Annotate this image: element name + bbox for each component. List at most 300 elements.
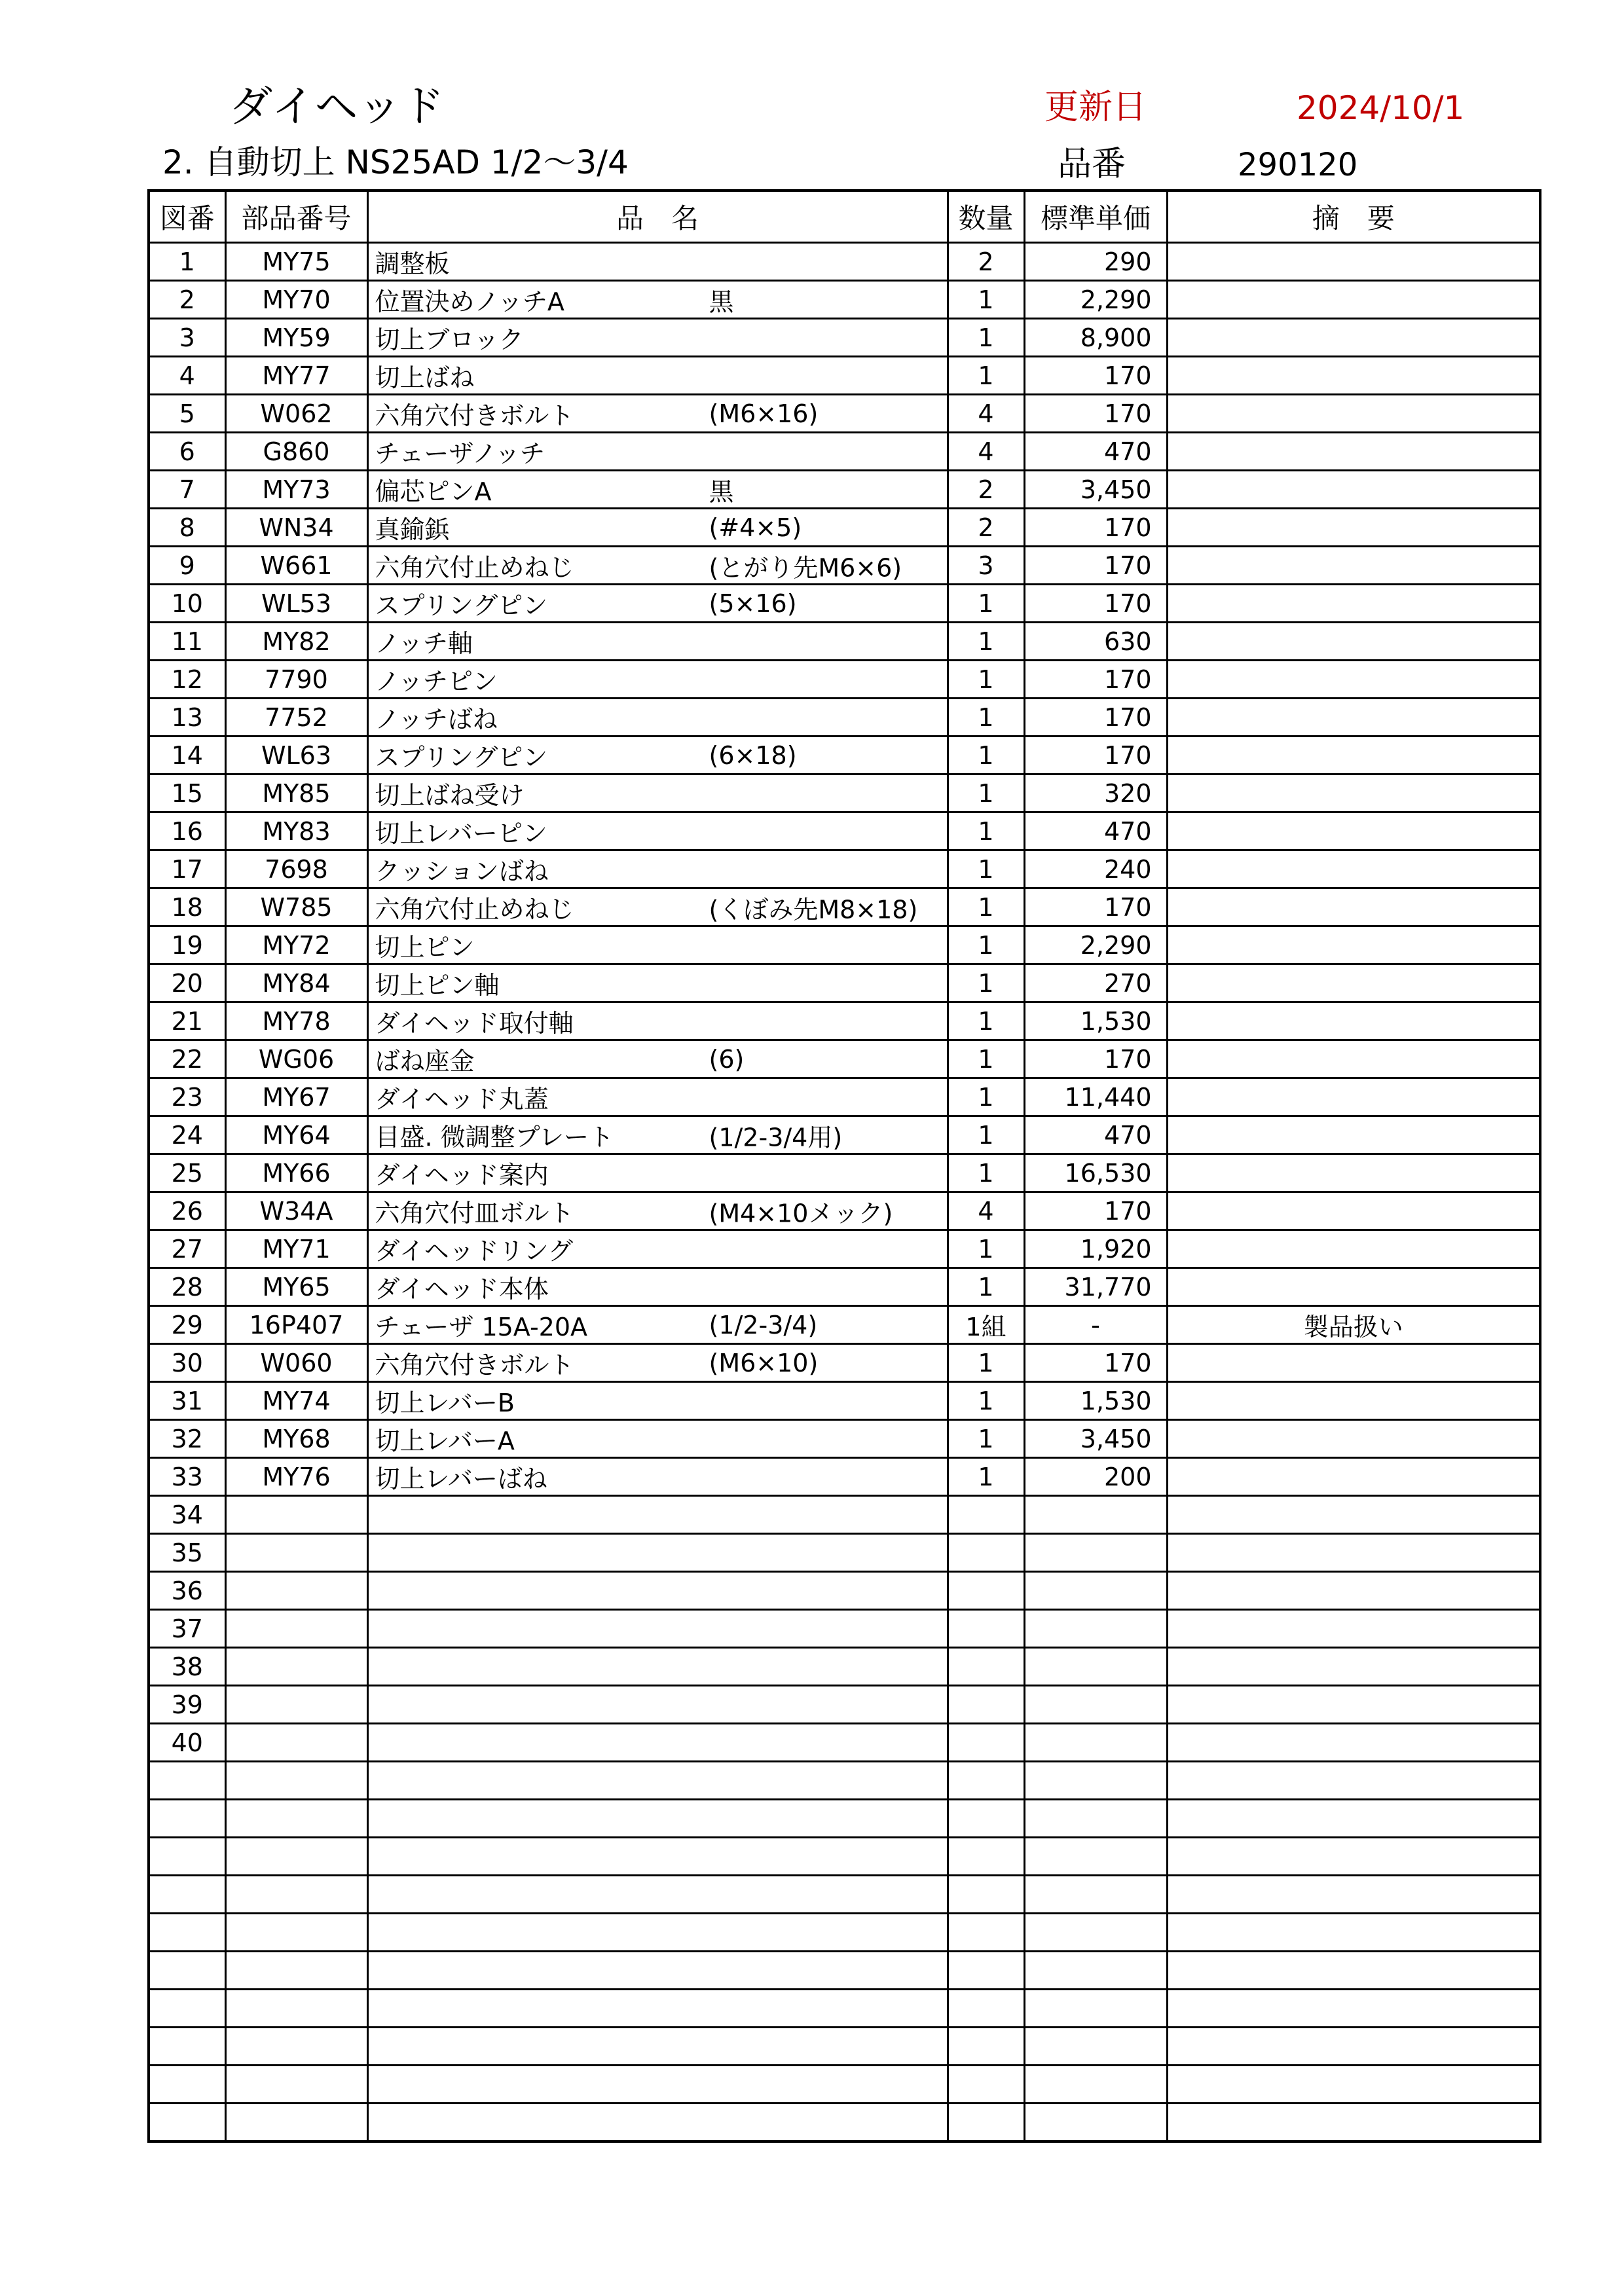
cell-remarks <box>1167 661 1540 699</box>
cell-part-no: MY77 <box>225 357 367 395</box>
cell-quantity: 1 <box>948 1040 1024 1078</box>
table-row <box>149 585 1540 623</box>
cell-item-name <box>367 1496 948 1534</box>
column-header-unit-price: 標準単価 <box>1024 191 1167 243</box>
cell-item-name <box>367 1154 948 1192</box>
cell-part-no: WN34 <box>225 509 367 547</box>
table-row <box>149 1154 1540 1192</box>
cell-quantity <box>948 1800 1024 1838</box>
cell-item-name <box>367 281 948 319</box>
item-name-text: 切上レバーA <box>375 1427 515 1455</box>
cell-item-name <box>367 395 948 433</box>
cell-fig-no: 11 <box>149 623 225 661</box>
cell-fig-no: 29 <box>149 1306 225 1344</box>
cell-quantity: 1 <box>948 1382 1024 1420</box>
cell-fig-no: 12 <box>149 661 225 699</box>
table-row <box>149 623 1540 661</box>
cell-item-name <box>367 1534 948 1572</box>
cell-part-no: WL53 <box>225 585 367 623</box>
table-row <box>149 1192 1540 1230</box>
cell-remarks <box>1167 623 1540 661</box>
cell-item-name <box>367 699 948 737</box>
cell-unit-price <box>1024 1610 1167 1648</box>
cell-item-name <box>367 1990 948 2028</box>
cell-remarks <box>1167 357 1540 395</box>
cell-fig-no: 6 <box>149 433 225 471</box>
cell-remarks <box>1167 1382 1540 1420</box>
cell-part-no <box>225 2066 367 2104</box>
cell-item-name <box>367 471 948 509</box>
table-row <box>149 661 1540 699</box>
table-row <box>149 1230 1540 1268</box>
cell-remarks <box>1167 1762 1540 1800</box>
cell-remarks <box>1167 1724 1540 1762</box>
cell-part-no <box>225 1534 367 1572</box>
cell-quantity: 1 <box>948 1420 1024 1458</box>
cell-remarks <box>1167 509 1540 547</box>
table-row <box>149 1686 1540 1724</box>
cell-remarks <box>1167 2028 1540 2066</box>
item-spec-text: (M6×10) <box>709 1348 819 1377</box>
cell-remarks <box>1167 888 1540 926</box>
cell-item-name <box>367 1002 948 1040</box>
cell-item-name <box>367 1420 948 1458</box>
cell-quantity: 1 <box>948 964 1024 1002</box>
cell-fig-no: 30 <box>149 1344 225 1382</box>
cell-part-no: MY72 <box>225 926 367 964</box>
cell-remarks <box>1167 1268 1540 1306</box>
cell-fig-no <box>149 1876 225 1914</box>
cell-unit-price: 200 <box>1024 1458 1167 1496</box>
cell-quantity: 1 <box>948 737 1024 774</box>
cell-fig-no: 31 <box>149 1382 225 1420</box>
table-row <box>149 926 1540 964</box>
cell-item-name <box>367 2028 948 2066</box>
cell-quantity <box>948 1648 1024 1686</box>
cell-quantity <box>948 1534 1024 1572</box>
cell-part-no: MY74 <box>225 1382 367 1420</box>
cell-unit-price: 240 <box>1024 850 1167 888</box>
cell-item-name <box>367 1800 948 1838</box>
cell-unit-price: 170 <box>1024 737 1167 774</box>
table-row <box>149 1648 1540 1686</box>
cell-quantity: 4 <box>948 395 1024 433</box>
cell-part-no: MY82 <box>225 623 367 661</box>
item-spec-text: (#4×5) <box>709 513 802 542</box>
item-name-text: 切上ばね受け <box>375 781 525 810</box>
table-row <box>149 471 1540 509</box>
cell-unit-price <box>1024 1496 1167 1534</box>
item-name-text: ダイヘッド丸蓋 <box>375 1085 549 1114</box>
cell-fig-no: 15 <box>149 774 225 812</box>
cell-remarks <box>1167 1192 1540 1230</box>
cell-item-name <box>367 1230 948 1268</box>
cell-unit-price: 31,770 <box>1024 1268 1167 1306</box>
cell-fig-no: 28 <box>149 1268 225 1306</box>
cell-unit-price: 170 <box>1024 888 1167 926</box>
cell-remarks <box>1167 1572 1540 1610</box>
cell-part-no: 7698 <box>225 850 367 888</box>
parts-table <box>147 189 1541 2143</box>
item-name-text: チェーザ 15A-20A <box>375 1313 588 1341</box>
cell-quantity: 1 <box>948 1458 1024 1496</box>
item-name-text: 位置決めノッチA <box>375 287 564 316</box>
table-row <box>149 2028 1540 2066</box>
table-row <box>149 888 1540 926</box>
cell-unit-price <box>1024 1572 1167 1610</box>
cell-unit-price: 170 <box>1024 357 1167 395</box>
cell-unit-price: 630 <box>1024 623 1167 661</box>
cell-part-no: MY68 <box>225 1420 367 1458</box>
cell-part-no: 7752 <box>225 699 367 737</box>
cell-item-name <box>367 2066 948 2104</box>
cell-quantity <box>948 1952 1024 1990</box>
cell-quantity <box>948 1610 1024 1648</box>
cell-fig-no <box>149 1990 225 2028</box>
cell-unit-price <box>1024 1990 1167 2028</box>
cell-unit-price: - <box>1024 1306 1167 1344</box>
cell-fig-no: 38 <box>149 1648 225 1686</box>
cell-item-name <box>367 1610 948 1648</box>
cell-part-no <box>225 1914 367 1952</box>
cell-fig-no: 27 <box>149 1230 225 1268</box>
cell-quantity: 1 <box>948 812 1024 850</box>
table-row <box>149 1382 1540 1420</box>
cell-quantity: 2 <box>948 243 1024 281</box>
cell-unit-price: 3,450 <box>1024 471 1167 509</box>
cell-item-name <box>367 888 948 926</box>
cell-part-no: MY75 <box>225 243 367 281</box>
table-row <box>149 1762 1540 1800</box>
cell-unit-price <box>1024 2028 1167 2066</box>
cell-part-no: MY66 <box>225 1154 367 1192</box>
cell-part-no: WL63 <box>225 737 367 774</box>
item-name-text: チェーザノッチ <box>375 439 545 468</box>
cell-part-no <box>225 1838 367 1876</box>
cell-part-no: MY84 <box>225 964 367 1002</box>
cell-item-name <box>367 1268 948 1306</box>
cell-unit-price <box>1024 1724 1167 1762</box>
cell-fig-no <box>149 2028 225 2066</box>
cell-item-name <box>367 926 948 964</box>
cell-item-name <box>367 547 948 585</box>
cell-unit-price: 170 <box>1024 1344 1167 1382</box>
cell-part-no <box>225 1876 367 1914</box>
cell-part-no: 16P407 <box>225 1306 367 1344</box>
cell-fig-no: 32 <box>149 1420 225 1458</box>
cell-remarks <box>1167 1458 1540 1496</box>
cell-quantity: 3 <box>948 547 1024 585</box>
cell-quantity: 1 <box>948 585 1024 623</box>
table-row <box>149 243 1540 281</box>
cell-quantity <box>948 1572 1024 1610</box>
item-name-text: ダイヘッド案内 <box>375 1161 549 1190</box>
cell-unit-price <box>1024 1914 1167 1952</box>
cell-unit-price: 2,290 <box>1024 281 1167 319</box>
item-name-text: 切上レバーばね <box>375 1465 547 1493</box>
item-name-text: 切上ピン <box>375 933 475 962</box>
cell-fig-no: 40 <box>149 1724 225 1762</box>
cell-fig-no: 16 <box>149 812 225 850</box>
cell-quantity: 1 <box>948 850 1024 888</box>
cell-quantity <box>948 1990 1024 2028</box>
cell-part-no: W062 <box>225 395 367 433</box>
cell-item-name <box>367 243 948 281</box>
item-name-text: ノッチ軸 <box>375 629 473 658</box>
cell-remarks <box>1167 1154 1540 1192</box>
item-spec-text: (6) <box>709 1044 745 1074</box>
cell-remarks <box>1167 1496 1540 1534</box>
column-header-part-no: 部品番号 <box>225 191 367 243</box>
table-row <box>149 850 1540 888</box>
cell-item-name <box>367 1838 948 1876</box>
cell-part-no: MY70 <box>225 281 367 319</box>
cell-remarks <box>1167 1420 1540 1458</box>
table-row <box>149 1420 1540 1458</box>
table-row <box>149 395 1540 433</box>
item-spec-text: (6×18) <box>709 740 797 770</box>
cell-part-no: MY67 <box>225 1078 367 1116</box>
table-body <box>149 243 1540 2142</box>
cell-fig-no: 18 <box>149 888 225 926</box>
cell-remarks <box>1167 1648 1540 1686</box>
cell-quantity: 1 <box>948 357 1024 395</box>
table-row <box>149 319 1540 357</box>
cell-part-no: MY83 <box>225 812 367 850</box>
cell-fig-no <box>149 2104 225 2142</box>
table-header-row <box>149 191 1540 243</box>
table-row <box>149 1306 1540 1344</box>
column-header-item-name: 品 名 <box>367 191 948 243</box>
cell-part-no: WG06 <box>225 1040 367 1078</box>
cell-item-name <box>367 1458 948 1496</box>
cell-quantity: 1 <box>948 774 1024 812</box>
table-row <box>149 1610 1540 1648</box>
table-row <box>149 1268 1540 1306</box>
cell-quantity <box>948 1686 1024 1724</box>
item-name-text: ノッチピン <box>375 667 498 696</box>
cell-part-no: W34A <box>225 1192 367 1230</box>
cell-item-name <box>367 319 948 357</box>
cell-part-no <box>225 2028 367 2066</box>
cell-part-no: MY71 <box>225 1230 367 1268</box>
cell-unit-price: 1,920 <box>1024 1230 1167 1268</box>
item-spec-text: (1/2-3/4) <box>709 1310 818 1339</box>
cell-part-no: MY76 <box>225 1458 367 1496</box>
cell-remarks: 製品扱い <box>1167 1306 1540 1344</box>
column-header-fig-no: 図番 <box>149 191 225 243</box>
cell-item-name <box>367 737 948 774</box>
cell-item-name <box>367 1382 948 1420</box>
cell-unit-price: 170 <box>1024 699 1167 737</box>
cell-item-name <box>367 1724 948 1762</box>
cell-quantity <box>948 1762 1024 1800</box>
part-number-label: 品番 <box>1058 145 1126 184</box>
cell-part-no: MY64 <box>225 1116 367 1154</box>
table-row <box>149 1534 1540 1572</box>
cell-quantity: 1 <box>948 888 1024 926</box>
table-row <box>149 1876 1540 1914</box>
cell-part-no: MY65 <box>225 1268 367 1306</box>
cell-fig-no: 19 <box>149 926 225 964</box>
cell-unit-price: 11,440 <box>1024 1078 1167 1116</box>
cell-fig-no: 2 <box>149 281 225 319</box>
cell-fig-no: 1 <box>149 243 225 281</box>
cell-unit-price: 1,530 <box>1024 1382 1167 1420</box>
item-name-text: スプリングピン <box>375 591 548 620</box>
cell-remarks <box>1167 1914 1540 1952</box>
cell-item-name <box>367 623 948 661</box>
item-name-text: ノッチばね <box>375 705 498 734</box>
item-spec-text: 黒 <box>709 287 734 316</box>
document-subtitle: 2. 自動切上 NS25AD 1/2〜3/4 <box>162 143 629 181</box>
cell-fig-no: 20 <box>149 964 225 1002</box>
cell-unit-price: 170 <box>1024 661 1167 699</box>
item-name-text: 真鍮鋲 <box>375 515 450 544</box>
cell-remarks <box>1167 547 1540 585</box>
table-row <box>149 964 1540 1002</box>
cell-fig-no: 10 <box>149 585 225 623</box>
table-row <box>149 1914 1540 1952</box>
cell-unit-price: 290 <box>1024 243 1167 281</box>
cell-item-name <box>367 1078 948 1116</box>
cell-unit-price: 170 <box>1024 1192 1167 1230</box>
cell-fig-no: 34 <box>149 1496 225 1534</box>
part-number-value: 290120 <box>1238 147 1358 183</box>
table-row <box>149 357 1540 395</box>
cell-unit-price <box>1024 1952 1167 1990</box>
cell-part-no <box>225 1610 367 1648</box>
item-name-text: スプリングピン <box>375 743 548 772</box>
cell-unit-price: 170 <box>1024 1040 1167 1078</box>
cell-remarks <box>1167 1800 1540 1838</box>
cell-item-name <box>367 850 948 888</box>
cell-unit-price: 470 <box>1024 433 1167 471</box>
item-name-text: 切上ピン軸 <box>375 971 500 1000</box>
table-row <box>149 1952 1540 1990</box>
cell-fig-no: 26 <box>149 1192 225 1230</box>
cell-unit-price: 8,900 <box>1024 319 1167 357</box>
cell-unit-price <box>1024 1762 1167 1800</box>
cell-unit-price: 470 <box>1024 1116 1167 1154</box>
cell-quantity <box>948 2104 1024 2142</box>
cell-part-no <box>225 1724 367 1762</box>
cell-remarks <box>1167 1686 1540 1724</box>
cell-quantity: 1 <box>948 1344 1024 1382</box>
item-name-text: ダイヘッド本体 <box>375 1275 549 1303</box>
cell-remarks <box>1167 433 1540 471</box>
cell-fig-no: 21 <box>149 1002 225 1040</box>
cell-fig-no: 39 <box>149 1686 225 1724</box>
cell-part-no <box>225 1762 367 1800</box>
cell-remarks <box>1167 1230 1540 1268</box>
cell-fig-no: 8 <box>149 509 225 547</box>
item-name-text: クッションばね <box>375 857 549 886</box>
cell-quantity: 1 <box>948 926 1024 964</box>
cell-part-no: W661 <box>225 547 367 585</box>
table-row <box>149 1344 1540 1382</box>
table-row <box>149 1078 1540 1116</box>
cell-fig-no <box>149 1952 225 1990</box>
item-name-text: ダイヘッド取付軸 <box>375 1009 574 1038</box>
cell-fig-no: 33 <box>149 1458 225 1496</box>
cell-quantity <box>948 2066 1024 2104</box>
cell-fig-no <box>149 2066 225 2104</box>
cell-remarks <box>1167 1078 1540 1116</box>
cell-fig-no: 37 <box>149 1610 225 1648</box>
cell-unit-price <box>1024 2066 1167 2104</box>
table-row <box>149 737 1540 774</box>
cell-quantity: 1 <box>948 661 1024 699</box>
cell-quantity: 1 <box>948 281 1024 319</box>
cell-unit-price <box>1024 1686 1167 1724</box>
table-row <box>149 1572 1540 1610</box>
table-row <box>149 2104 1540 2142</box>
cell-part-no <box>225 1990 367 2028</box>
cell-part-no: MY59 <box>225 319 367 357</box>
cell-part-no <box>225 1952 367 1990</box>
cell-fig-no: 13 <box>149 699 225 737</box>
table-row <box>149 1724 1540 1762</box>
cell-item-name <box>367 1572 948 1610</box>
cell-item-name <box>367 357 948 395</box>
cell-fig-no: 24 <box>149 1116 225 1154</box>
cell-remarks <box>1167 699 1540 737</box>
cell-remarks <box>1167 774 1540 812</box>
cell-remarks <box>1167 812 1540 850</box>
cell-quantity: 1 <box>948 319 1024 357</box>
item-name-text: 六角穴付皿ボルト <box>375 1199 574 1228</box>
item-spec-text: (M6×16) <box>709 399 819 428</box>
table-row <box>149 812 1540 850</box>
cell-quantity: 1 <box>948 1002 1024 1040</box>
cell-quantity: 1 <box>948 699 1024 737</box>
cell-fig-no: 17 <box>149 850 225 888</box>
cell-unit-price <box>1024 2104 1167 2142</box>
cell-part-no <box>225 2104 367 2142</box>
cell-part-no <box>225 1800 367 1838</box>
cell-item-name <box>367 433 948 471</box>
table-row <box>149 1990 1540 2028</box>
cell-remarks <box>1167 319 1540 357</box>
update-date-label: 更新日 <box>1044 88 1147 127</box>
cell-remarks <box>1167 1116 1540 1154</box>
cell-remarks <box>1167 1002 1540 1040</box>
cell-part-no: W060 <box>225 1344 367 1382</box>
item-name-text: 目盛. 微調整プレート <box>375 1123 614 1152</box>
cell-quantity: 1 <box>948 623 1024 661</box>
item-spec-text: (1/2-3/4用) <box>709 1123 843 1152</box>
cell-item-name <box>367 1914 948 1952</box>
cell-quantity <box>948 2028 1024 2066</box>
cell-item-name <box>367 585 948 623</box>
cell-unit-price: 170 <box>1024 395 1167 433</box>
item-name-text: 切上レバーB <box>375 1389 515 1417</box>
table-row <box>149 1002 1540 1040</box>
cell-remarks <box>1167 471 1540 509</box>
document-title: ダイヘッド <box>229 81 445 132</box>
cell-fig-no <box>149 1914 225 1952</box>
column-header-quantity: 数量 <box>948 191 1024 243</box>
cell-unit-price: 3,450 <box>1024 1420 1167 1458</box>
cell-fig-no <box>149 1762 225 1800</box>
item-name-text: 六角穴付きボルト <box>375 1351 574 1379</box>
cell-part-no <box>225 1648 367 1686</box>
cell-quantity <box>948 1876 1024 1914</box>
cell-part-no: MY73 <box>225 471 367 509</box>
cell-remarks <box>1167 850 1540 888</box>
cell-quantity: 4 <box>948 433 1024 471</box>
